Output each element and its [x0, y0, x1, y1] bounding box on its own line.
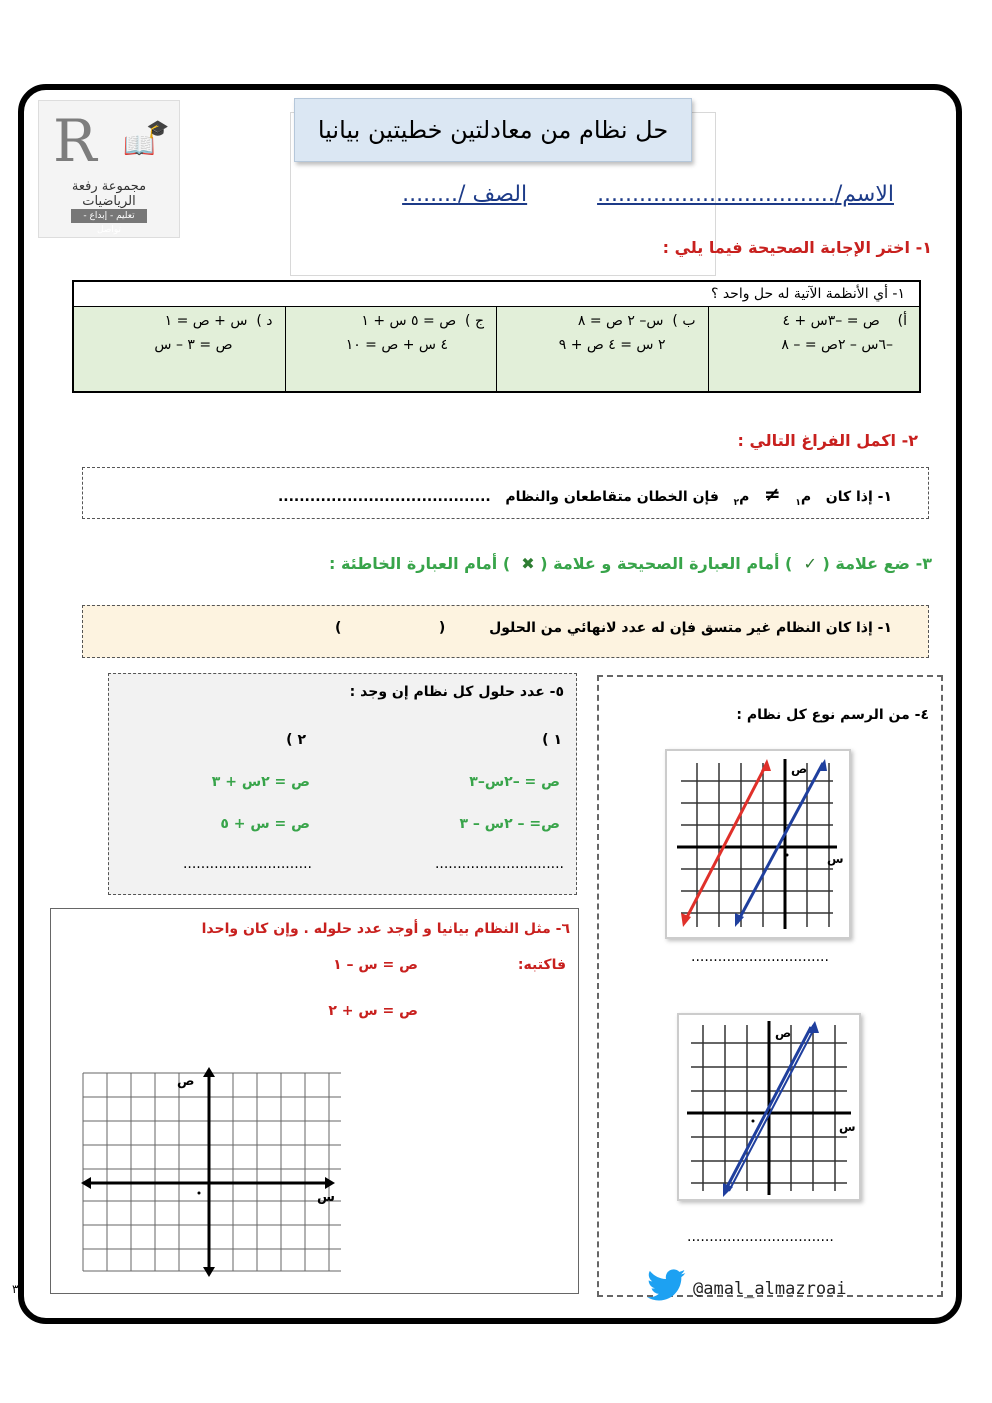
y-axis-arrow-bottom: [203, 1267, 215, 1277]
page-title: حل نظام من معادلتين خطيتين بيانيا: [294, 98, 692, 162]
q1-option-a[interactable]: أ) ص = –٣س + ٤ –٦س – ٢ص = – ٨: [708, 307, 920, 391]
logo-text: مجموعة رفعة الرياضيات: [71, 179, 147, 209]
y-axis-arrow-top: [203, 1067, 215, 1077]
q3-answer-blank[interactable]: ( ): [334, 620, 446, 636]
q5-item2-answer[interactable]: .............................: [182, 856, 312, 872]
name-field[interactable]: ..................................: [597, 182, 835, 207]
q4-graph-2: [677, 1013, 861, 1201]
not-equal-sign: ≠: [763, 482, 781, 506]
q3-statement: ١- إذا كان النظام غير متسق فإن له عدد لانهائي من الحلول ( ): [334, 620, 892, 636]
y-axis-label: ص: [791, 762, 808, 776]
q2-box: [82, 467, 929, 519]
q1-option-d[interactable]: د ) س + ص = ١ ص = ٣ – س: [74, 307, 285, 391]
y-axis-label: ص: [775, 1026, 792, 1040]
q6-heading: ٦- مثل النظام بيانيا و أوجد عدد حلوله . وإن كان واحدا: [201, 921, 570, 937]
q4-graph-1-svg: [667, 751, 849, 937]
q5-item2-eq2: ص = س + ٥: [220, 816, 310, 832]
q6-graph[interactable]: [73, 1063, 355, 1279]
q4-graph-1: [665, 749, 851, 939]
logo-letter: R: [53, 107, 97, 175]
name-label: الاسم/: [834, 182, 894, 207]
blue-arrow-top: [807, 1021, 819, 1033]
q5-item2-eq1: ص = ٢س + ٣: [211, 774, 310, 790]
q5-item2-label: ٢ ): [286, 732, 306, 748]
graduation-cap-icon: 🎓: [146, 119, 169, 140]
q5-item1-answer[interactable]: .............................: [434, 856, 564, 872]
x-axis-label: س: [317, 1190, 335, 1205]
q1-question: ١- أي الأنظمة الآتية له حل واحد ؟: [74, 282, 919, 307]
cross-icon: ✖: [521, 554, 535, 573]
grid-lines: [83, 1073, 341, 1271]
logo: [38, 100, 180, 238]
q6-eq2: ص = س + ٢: [328, 1003, 418, 1019]
q1-heading: ١- اختر الإجابة الصحيحة فيما يلي :: [662, 238, 932, 257]
q5-box: [108, 673, 577, 895]
q4-heading: ٤- من الرسم نوع كل نظام :: [736, 707, 929, 723]
q5-item1-eq2: ص= – ٢س – ٣: [459, 816, 560, 832]
page-number: ٣: [12, 1282, 19, 1296]
class-label: الصف /: [458, 182, 528, 207]
q4-answer-2[interactable]: .................................: [687, 1229, 834, 1245]
q3-box: [82, 605, 929, 658]
twitter-icon: [647, 1269, 687, 1303]
x-axis-arrow-right: [325, 1177, 335, 1189]
q4-box: [597, 675, 943, 1297]
y-axis-label: ص: [177, 1074, 195, 1089]
q2-heading: ٢- اكمل الفراغ التالي :: [737, 431, 918, 450]
q6-graph-svg: [73, 1063, 355, 1279]
q1-table: [72, 280, 921, 393]
blue-arrow-top: [817, 759, 827, 771]
q6-sub: فاكتبه:: [517, 957, 566, 973]
check-icon: ✓: [803, 554, 817, 573]
q6-box: [50, 908, 579, 1294]
class-field[interactable]: ........: [402, 182, 459, 207]
blue-line-2: [729, 1027, 815, 1191]
x-axis-label: س: [839, 1120, 856, 1134]
q3-heading: ٣- ضع علامة ( ✓ ) أمام العبارة الصحيحة و علامة ( ✖ ) أمام العبارة الخاطئة :: [328, 554, 932, 573]
q4-graph-2-svg: [679, 1015, 859, 1199]
q5-item1-label: ١ ): [542, 732, 562, 748]
q4-answer-1[interactable]: ...............................: [691, 949, 829, 965]
blue-line: [737, 763, 823, 923]
twitter-handle: @amal_almazroai: [693, 1279, 847, 1299]
q5-heading: ٥- عدد حلول كل نظام إن وجد :: [349, 684, 564, 700]
q6-eq1: ص = س – ١: [333, 957, 418, 973]
q5-item1-eq1: ص = –٢س–٣: [469, 774, 560, 790]
q2-statement: ١- إذا كان م$_١$ ≠ م$_٢$ فإن الخطان متقاطعان والنظام ........................................: [277, 482, 892, 508]
book-icon: 📖: [123, 131, 156, 161]
x-axis-label: س: [827, 852, 844, 866]
q1-option-c[interactable]: ج ) ص = ٥ س + ١ ٤ س + ص = ١٠: [285, 307, 497, 391]
q2-answer-blank[interactable]: ........................................: [277, 489, 491, 505]
q1-option-b[interactable]: ب ) س– ٢ ص = ٨ ٢ س = ٤ ص + ٩: [496, 307, 708, 391]
name-class-line: [404, 182, 894, 216]
logo-tagline: تعليم - إبداع - تواصل: [71, 209, 147, 223]
